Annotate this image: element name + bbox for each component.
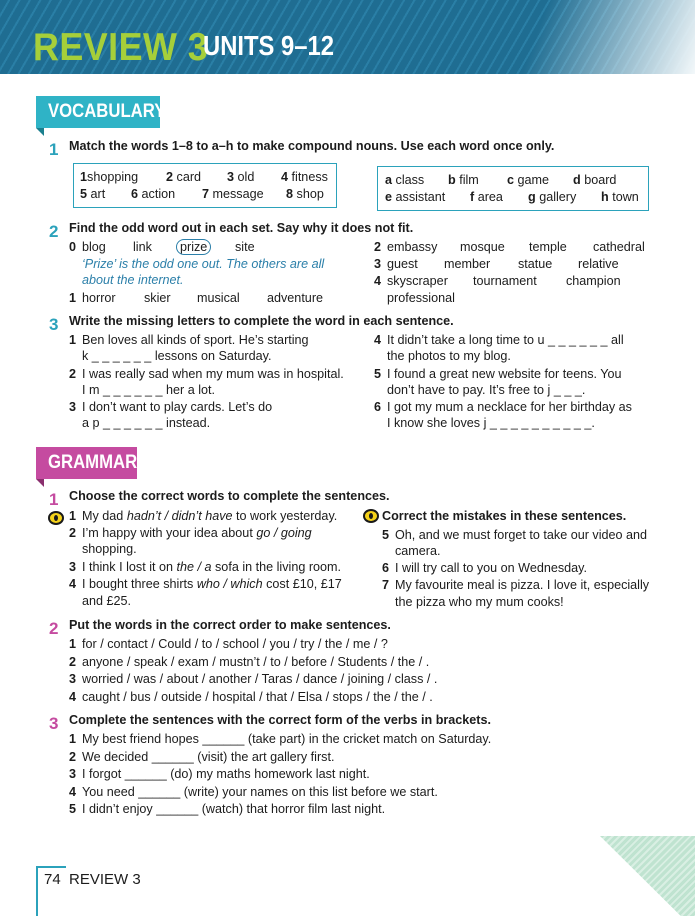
word: mosque <box>460 240 505 254</box>
word-item: b film <box>448 173 479 187</box>
exercise-number: 3 <box>49 315 59 334</box>
sentence: We decided ______ (visit) the art gallery first. <box>82 750 335 764</box>
sentence: I bought three shirts who / which cost £10, £17 <box>82 577 342 591</box>
vocabulary-heading: VOCABULARY <box>36 96 160 128</box>
word: musical <box>197 291 240 305</box>
item-number: 1 <box>69 637 77 651</box>
word: statue <box>518 257 553 271</box>
sentence: You need ______ (write) your names on this list before we start. <box>82 785 438 799</box>
review-title: REVIEW 3 <box>33 26 209 69</box>
word-item: 7 message <box>202 187 264 201</box>
word-item: d board <box>573 173 617 187</box>
word: embassy <box>387 240 438 254</box>
sentence: I didn’t enjoy ______ (watch) that horror film last night. <box>82 802 386 816</box>
item-number: 2 <box>69 526 77 540</box>
eye-icon <box>48 511 64 525</box>
odd-word-circled: prize <box>176 239 211 256</box>
word-item: 6 action <box>131 187 176 201</box>
word-item: 4 fitness <box>281 170 328 184</box>
word-item: 3 old <box>227 170 255 184</box>
sentence: Oh, and we must forget to take our video and <box>395 528 648 542</box>
item-number: 3 <box>69 400 77 414</box>
example-answer: about the internet. <box>82 273 184 287</box>
word-item: g gallery <box>528 190 577 204</box>
word-item: c game <box>507 173 550 187</box>
sentence: I don’t want to play cards. Let’s do <box>82 400 273 414</box>
sentence: shopping. <box>82 542 137 556</box>
sentence: and £25. <box>82 594 132 608</box>
sentence: anyone / speak / exam / mustn’t / to / before / Students / the / . <box>82 655 430 669</box>
item-number: 3 <box>374 257 382 271</box>
sentence: My best friend hopes ______ (take part) in the cricket match on Saturday. <box>82 732 492 746</box>
item-number: 6 <box>382 561 390 575</box>
exercise-number: 1 <box>49 490 59 509</box>
footer-rule <box>36 866 38 916</box>
item-number: 3 <box>69 560 77 574</box>
word-item: 2 card <box>166 170 202 184</box>
sentence: don’t have to pay. It’s free to j _ _ _. <box>387 383 586 397</box>
item-number: 1 <box>69 509 77 523</box>
item-number: 2 <box>69 750 77 764</box>
word: professional <box>387 291 455 305</box>
exercise-instruction: Choose the correct words to complete the sentences. <box>69 489 390 503</box>
word: skier <box>144 291 171 305</box>
item-number: 1 <box>69 333 77 347</box>
item-number: 5 <box>374 367 382 381</box>
exercise-number: 2 <box>49 619 59 638</box>
header-banner <box>0 0 695 74</box>
exercise-instruction: Complete the sentences with the correct form of the verbs in brackets. <box>69 713 492 727</box>
item-number: 4 <box>69 577 77 591</box>
word: cathedral <box>593 240 645 254</box>
item-number: 0 <box>69 240 77 254</box>
units-title: UNITS 9–12 <box>203 30 334 61</box>
sentence: I m _ _ _ _ _ _ her a lot. <box>82 383 216 397</box>
word: champion <box>566 274 621 288</box>
word: horror <box>82 291 116 305</box>
item-number: 4 <box>69 690 77 704</box>
sentence: I was really sad when my mum was in hospital. <box>82 367 344 381</box>
item-number: 4 <box>374 274 382 288</box>
sentence: camera. <box>395 544 441 558</box>
word-item: 8 shop <box>286 187 324 201</box>
footer-rule <box>36 866 66 868</box>
sentence: for / contact / Could / to / school / you / try / the / me / ? <box>82 637 388 651</box>
word-item: e assistant <box>385 190 446 204</box>
item-number: 4 <box>69 785 77 799</box>
item-number: 2 <box>69 367 77 381</box>
sentence: worried / was / about / another / Taras / dance / joining / class / . <box>82 672 438 686</box>
sentence: caught / bus / outside / hospital / that / Elsa / stops / the / the / . <box>82 690 433 704</box>
exercise-instruction: Find the odd word out in each set. Say why it does not fit. <box>69 221 414 235</box>
sentence: the pizza who my mum cooks! <box>395 595 564 609</box>
word: link <box>133 240 152 254</box>
exercise-instruction: Put the words in the correct order to make sentences. <box>69 618 391 632</box>
word: member <box>444 257 491 271</box>
sentence: It didn’t take a long time to u _ _ _ _ _ _ all <box>387 333 624 347</box>
item-number: 7 <box>382 578 390 592</box>
item-number: 3 <box>69 767 77 781</box>
exercise-number: 1 <box>49 140 59 159</box>
sentence: k _ _ _ _ _ _ lessons on Saturday. <box>82 349 272 363</box>
page-footer: 74 REVIEW 3 <box>44 871 141 888</box>
item-number: 4 <box>374 333 382 347</box>
word: relative <box>578 257 619 271</box>
sentence: My dad hadn’t / didn’t have to work yesterday. <box>82 509 338 523</box>
exercise-number: 3 <box>49 714 59 733</box>
item-number: 5 <box>382 528 390 542</box>
grammar-heading: GRAMMAR <box>36 447 137 479</box>
sentence: I know she loves j _ _ _ _ _ _ _ _ _ _. <box>387 416 595 430</box>
word: temple <box>529 240 567 254</box>
item-number: 3 <box>69 672 77 686</box>
sentence: a p _ _ _ _ _ _ instead. <box>82 416 211 430</box>
word: tournament <box>473 274 537 288</box>
sentence: I got my mum a necklace for her birthday as <box>387 400 632 414</box>
exercise-number: 2 <box>49 222 59 241</box>
sentence: I think I lost it on the / a sofa in the living room. <box>82 560 342 574</box>
sentence: I forgot ______ (do) my maths homework last night. <box>82 767 370 781</box>
word-item: h town <box>601 190 639 204</box>
word-item: a class <box>385 173 425 187</box>
sentence: I’m happy with your idea about go / going <box>82 526 312 540</box>
word: site <box>235 240 255 254</box>
word-item: 1shopping <box>80 170 139 184</box>
word: guest <box>387 257 418 271</box>
item-number: 1 <box>69 291 77 305</box>
word: skyscraper <box>387 274 448 288</box>
word: blog <box>82 240 106 254</box>
word-item: f area <box>470 190 503 204</box>
eye-icon <box>363 509 379 523</box>
word-item: 5 art <box>80 187 106 201</box>
sub-instruction: Correct the mistakes in these sentences. <box>382 509 627 523</box>
item-number: 2 <box>374 240 382 254</box>
sentence: Ben loves all kinds of sport. He’s starting <box>82 333 309 347</box>
sentence: My favourite meal is pizza. I love it, especially <box>395 578 650 592</box>
item-number: 2 <box>69 655 77 669</box>
item-number: 6 <box>374 400 382 414</box>
sentence: the photos to my blog. <box>387 349 511 363</box>
corner-decoration <box>600 836 695 916</box>
sentence: I found a great new website for teens. You <box>387 367 622 381</box>
exercise-instruction: Match the words 1–8 to a–h to make compound nouns. Use each word once only. <box>69 139 555 153</box>
sentence: I will try call to you on Wednesday. <box>395 561 588 575</box>
word: adventure <box>267 291 324 305</box>
item-number: 5 <box>69 802 77 816</box>
example-answer: ‘Prize’ is the odd one out. The others are all <box>82 257 325 271</box>
exercise-instruction: Write the missing letters to complete the word in each sentence. <box>69 314 454 328</box>
item-number: 1 <box>69 732 77 746</box>
